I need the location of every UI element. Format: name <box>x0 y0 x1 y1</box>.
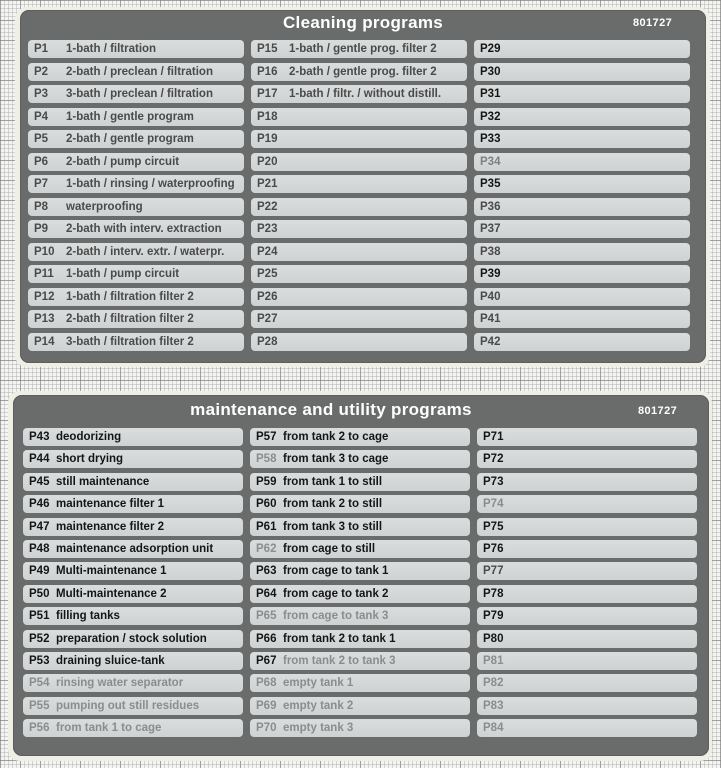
program-label: Multi-maintenance 1 <box>56 565 167 578</box>
program-number: P7 <box>34 178 49 190</box>
program-number: P29 <box>480 43 501 55</box>
program-row <box>250 540 470 558</box>
program-label: 1-bath / gentle program <box>66 110 194 123</box>
program-label: Multi-maintenance 2 <box>56 587 167 600</box>
program-label: empty tank 3 <box>283 722 354 735</box>
program-number: P83 <box>483 699 504 712</box>
program-number: P34 <box>480 155 501 168</box>
program-row <box>474 220 690 238</box>
program-number: P39 <box>480 268 501 280</box>
program-number: P24 <box>257 245 278 258</box>
program-number: P22 <box>257 200 278 213</box>
program-number: P8 <box>34 200 49 213</box>
program-row <box>477 630 697 648</box>
maintenance-programs-title: maintenance and utility programs <box>190 400 472 419</box>
cleaning-programs-card <box>20 10 706 363</box>
program-number: P58 <box>256 453 277 466</box>
program-number: P1 <box>34 43 49 55</box>
program-number: P5 <box>34 133 49 145</box>
program-row <box>251 310 467 328</box>
program-number: P10 <box>34 245 55 258</box>
program-number: P23 <box>257 223 278 235</box>
program-number: P42 <box>480 335 501 348</box>
program-row <box>28 220 244 238</box>
program-number: P78 <box>483 587 504 600</box>
program-label: preparation / stock solution <box>56 632 207 645</box>
program-number: P72 <box>483 453 504 466</box>
program-row <box>28 333 244 351</box>
program-row <box>28 85 244 103</box>
program-number: P3 <box>34 88 49 100</box>
program-row <box>251 198 467 216</box>
program-label: 3-bath / filtration filter 2 <box>66 335 194 348</box>
program-row <box>28 288 244 306</box>
program-row <box>474 108 690 126</box>
program-row <box>251 243 467 261</box>
program-number: P35 <box>480 178 501 190</box>
program-number: P14 <box>34 335 55 348</box>
program-row <box>474 310 690 328</box>
program-row <box>477 495 697 513</box>
program-number: P51 <box>29 610 50 623</box>
program-row <box>251 108 467 126</box>
program-number: P31 <box>480 88 501 100</box>
program-number: P81 <box>483 654 504 667</box>
program-number: P77 <box>483 565 504 578</box>
program-number: P50 <box>29 587 50 600</box>
program-label: 1-bath / gentle prog. filter 2 <box>289 43 437 55</box>
program-label: filling tanks <box>56 610 120 623</box>
program-label: from tank 1 to cage <box>56 722 162 735</box>
program-number: P12 <box>34 290 55 303</box>
program-number: P80 <box>483 632 504 645</box>
program-number: P47 <box>29 520 50 533</box>
program-label: from tank 1 to still <box>283 475 383 488</box>
program-label: short drying <box>56 453 124 466</box>
program-number: P38 <box>480 245 501 258</box>
program-row <box>251 63 467 81</box>
program-label: 2-bath / gentle prog. filter 2 <box>289 65 437 78</box>
program-row <box>23 473 243 491</box>
program-row <box>28 310 244 328</box>
program-label: 2-bath with interv. extraction <box>66 223 222 235</box>
program-row <box>477 518 697 536</box>
program-number: P70 <box>256 722 277 735</box>
program-row <box>477 450 697 468</box>
program-label: 1-bath / filtr. / without distill. <box>289 88 442 100</box>
program-label: 2-bath / interv. extr. / waterpr. <box>66 245 225 258</box>
program-number: P18 <box>257 110 278 123</box>
program-number: P25 <box>257 268 278 280</box>
program-number: P68 <box>256 677 277 690</box>
program-row <box>477 652 697 670</box>
program-number: P26 <box>257 290 278 303</box>
cleaning-programs-title: Cleaning programs <box>282 13 444 32</box>
program-row <box>251 153 467 171</box>
program-label: from tank 2 to tank 1 <box>283 632 396 645</box>
program-row <box>251 220 467 238</box>
program-label: 3-bath / preclean / filtration <box>66 88 213 100</box>
program-label: from tank 3 to cage <box>283 453 389 466</box>
program-number: P59 <box>256 475 277 488</box>
program-label: maintenance filter 1 <box>56 498 165 511</box>
program-number: P57 <box>256 431 277 443</box>
program-row <box>250 585 470 603</box>
program-row <box>474 85 690 103</box>
program-row <box>474 333 690 351</box>
program-row <box>251 85 467 103</box>
program-number: P56 <box>29 722 50 735</box>
program-label: from tank 2 to tank 3 <box>283 654 396 667</box>
program-number: P32 <box>480 110 501 123</box>
program-number: P54 <box>29 677 50 690</box>
program-row <box>250 473 470 491</box>
program-row <box>250 607 470 625</box>
program-label: still maintenance <box>56 475 150 488</box>
program-row <box>23 562 243 580</box>
program-label: 1-bath / filtration <box>66 43 157 55</box>
program-number: P6 <box>34 155 49 168</box>
program-number: P27 <box>257 313 278 325</box>
program-number: P63 <box>256 565 277 578</box>
program-label: from cage to tank 2 <box>283 587 389 600</box>
program-row <box>474 243 690 261</box>
program-label: 1-bath / filtration filter 2 <box>66 290 194 303</box>
program-row <box>477 674 697 692</box>
program-row <box>28 63 244 81</box>
program-row <box>250 719 470 737</box>
program-number: P60 <box>256 498 277 511</box>
cleaning-programs-code: 801727 <box>633 17 673 29</box>
program-label: draining sluice-tank <box>56 654 165 667</box>
program-row <box>251 175 467 193</box>
program-number: P49 <box>29 565 50 578</box>
program-row <box>474 265 690 283</box>
program-row <box>23 428 243 446</box>
program-label: from cage to still <box>283 542 376 555</box>
program-number: P73 <box>483 475 504 488</box>
maintenance-programs-code: 801727 <box>638 405 678 417</box>
program-label: from cage to tank 3 <box>283 610 389 623</box>
program-number: P71 <box>483 431 504 443</box>
program-row <box>23 518 243 536</box>
program-number: P16 <box>257 65 278 78</box>
program-row <box>23 585 243 603</box>
cleaning-programs-list <box>28 40 690 351</box>
program-label: waterproofing <box>66 200 143 213</box>
program-number: P52 <box>29 632 50 645</box>
program-number: P65 <box>256 610 277 623</box>
program-row <box>474 130 690 148</box>
program-row <box>250 652 470 670</box>
program-label: from tank 2 to still <box>283 498 383 511</box>
program-label: 1-bath / rinsing / waterproofing <box>66 178 235 190</box>
program-row <box>251 40 467 58</box>
program-row <box>250 428 470 446</box>
program-number: P19 <box>257 133 278 145</box>
program-row <box>251 333 467 351</box>
program-row <box>477 562 697 580</box>
program-label: 1-bath / pump circuit <box>66 268 180 280</box>
program-number: P45 <box>29 475 50 488</box>
program-number: P48 <box>29 542 50 555</box>
program-number: P44 <box>29 453 50 466</box>
program-number: P43 <box>29 431 50 443</box>
program-row <box>23 652 243 670</box>
program-row <box>474 63 690 81</box>
program-label: empty tank 1 <box>283 677 354 690</box>
program-row <box>477 697 697 715</box>
program-label: from tank 3 to still <box>283 520 383 533</box>
program-number: P67 <box>256 654 277 667</box>
program-number: P33 <box>480 133 501 145</box>
program-label: 2-bath / preclean / filtration <box>66 65 213 78</box>
program-row <box>23 630 243 648</box>
program-row <box>477 719 697 737</box>
program-row <box>477 540 697 558</box>
program-label: rinsing water separator <box>56 677 184 690</box>
program-number: P75 <box>483 520 504 533</box>
maintenance-programs-card <box>13 395 709 756</box>
program-row <box>477 585 697 603</box>
program-number: P15 <box>257 43 278 55</box>
program-row <box>474 288 690 306</box>
program-label: 2-bath / filtration filter 2 <box>66 313 194 325</box>
program-row <box>23 540 243 558</box>
program-label: maintenance adsorption unit <box>56 542 214 555</box>
program-label: pumping out still residues <box>56 699 200 712</box>
program-row <box>251 265 467 283</box>
program-number: P20 <box>257 155 278 168</box>
program-row <box>250 518 470 536</box>
program-number: P40 <box>480 290 501 303</box>
program-row <box>28 40 244 58</box>
program-label: from tank 2 to cage <box>283 431 389 443</box>
program-row <box>28 243 244 261</box>
program-row <box>251 288 467 306</box>
program-row <box>474 198 690 216</box>
program-number: P11 <box>34 268 54 280</box>
program-label: 2-bath / gentle program <box>66 133 194 145</box>
program-number: P36 <box>480 200 501 213</box>
maintenance-programs-list <box>23 428 697 737</box>
program-row <box>477 473 697 491</box>
program-row <box>23 697 243 715</box>
program-number: P41 <box>480 313 501 325</box>
program-row <box>477 428 697 446</box>
program-row <box>250 630 470 648</box>
program-row <box>250 562 470 580</box>
program-row <box>28 265 244 283</box>
program-number: P69 <box>256 699 277 712</box>
program-row <box>23 719 243 737</box>
program-number: P64 <box>256 587 277 600</box>
program-number: P2 <box>34 65 49 78</box>
program-row <box>23 607 243 625</box>
program-number: P46 <box>29 498 50 511</box>
program-row <box>474 175 690 193</box>
program-row <box>23 450 243 468</box>
program-number: P30 <box>480 65 501 78</box>
program-row <box>250 450 470 468</box>
program-number: P17 <box>257 88 278 100</box>
program-row <box>23 495 243 513</box>
program-row <box>474 153 690 171</box>
program-row <box>28 175 244 193</box>
program-row <box>474 40 690 58</box>
program-row <box>250 674 470 692</box>
program-row <box>28 108 244 126</box>
program-number: P79 <box>483 610 504 623</box>
program-row <box>251 130 467 148</box>
program-label: deodorizing <box>56 431 122 443</box>
program-number: P21 <box>257 178 278 190</box>
program-number: P74 <box>483 498 504 511</box>
program-number: P62 <box>256 542 277 555</box>
program-number: P28 <box>257 335 278 348</box>
program-number: P76 <box>483 542 504 555</box>
program-label: from cage to tank 1 <box>283 565 389 578</box>
program-label: 2-bath / pump circuit <box>66 155 180 168</box>
program-number: P53 <box>29 654 50 667</box>
program-row <box>250 495 470 513</box>
program-number: P37 <box>480 223 501 235</box>
program-row <box>23 674 243 692</box>
program-number: P4 <box>34 110 49 123</box>
program-row <box>250 697 470 715</box>
program-number: P82 <box>483 677 504 690</box>
program-row <box>477 607 697 625</box>
program-label: maintenance filter 2 <box>56 520 165 533</box>
program-number: P61 <box>256 520 277 533</box>
program-number: P13 <box>34 313 55 325</box>
program-number: P84 <box>483 722 504 735</box>
program-number: P55 <box>29 699 50 712</box>
program-row <box>28 130 244 148</box>
program-row <box>28 153 244 171</box>
program-row <box>28 198 244 216</box>
program-number: P66 <box>256 632 277 645</box>
program-number: P9 <box>34 223 49 235</box>
program-label: empty tank 2 <box>283 699 354 712</box>
